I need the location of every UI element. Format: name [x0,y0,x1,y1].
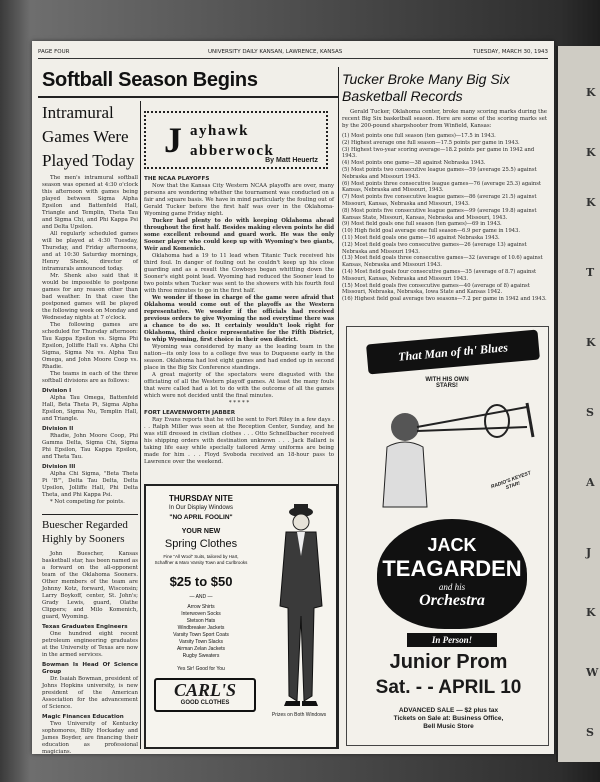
ad-radio-star: RADIO'S KEYEST STAR! [490,470,532,492]
ad-banner-text: That Man of th' Blues [397,340,509,364]
record-item: (11) Most field goals one game—16 against Nebraska 1943. [342,234,500,241]
column-logo-word2: abberwock [190,143,275,159]
paragraph: One hundred eight recent petroleum engineering graduates at the University of Texas are now in the armed services. [42,631,138,658]
division-teams: Alpha Tau Omega, Battenfeld Hall, Beta Theta Pi, Sigma Alpha Epsilon, Sigma Nu, Templin Hall, and Triangle. [42,395,138,422]
edge-letter: S [586,726,594,739]
paragraph: The men's intramural softball season was opened at 4:30 o'clock this afternoon with games being played between Sigma Alpha Epsilon and Battenfeld Hall, Triangle and Templin, Theta Tau and Sigma Chi, and Phi Kappa Psi and Delta Upsilon. [42,175,138,230]
masthead [38,47,548,59]
ad-line: "NO APRIL FOOLIN" [169,514,233,521]
ad-name2: TEAGARDEN [382,556,522,581]
ad-list-item: Windbreaker Jackets [177,625,225,631]
intramural-headline: Intramural Games Were Played Today [42,103,135,170]
ad-line: — AND — [189,594,213,600]
division-teams: Rhadie, John Moore Coop, Phi Gamma Delta, Sigma Chi, Sigma Phi Epsilon, Tau Kappa Epsilon, and Theta Tau. [42,433,138,460]
edge-letter: S [586,406,594,419]
record-item: (6) Most points three consecutive league games—76 (average 25.3) against Kansas, Nebraska and Missouri, 1943. [342,180,542,194]
ad-line: Fine "All Wool" Suits, tailored by Hart, Schaffner & Marx Varsity Town and Curlbrooks [154,554,248,565]
banner-headline: Softball Season Begins [42,69,258,91]
record-item: (8) Most points five consecutive league games—99 (average 19.8) against Kansas State, Missouri, Kansas, Nebraska and Missouri, 1943. [342,207,537,221]
ad-tagline: Yes Sir! Good for You [177,666,225,672]
paragraph: John Buescher, Kansas basketball star, has been named as a forward on the all-opponent team of the Oklahoma Sooners. Other members of the team are Johnny Kotz, forward, Wisconsin; Larry Boykoff, center, St. John's; Grady Lewis, guard, Olathe Clippers; and Milo Komenich, guard, Wyoming. [42,551,138,620]
paragraph: Tucker had plenty to do with keeping Oklahoma ahead throughout the first half. Besides making eleven points he did some excellent rebound and guard work. He was the only Sooner player who could keep up with Wyoming's two giants, Weir and Komenich. [144,218,334,252]
man-in-suit-illustration [264,496,334,711]
record-item: (7) Most points five consecutive league games—86 (average 21.5) against Missouri, Kansas, Nebraska and Missouri, 1943. [342,194,537,207]
ad-orchestra: Orchestra [419,592,485,609]
record-item: (4) Most points one game—38 against Nebraska 1943. [342,160,486,167]
tucker-intro [342,109,547,133]
newspaper-page [32,41,554,754]
edge-letter: K [586,86,596,99]
record-item: (13) Most field goals three consecutive games—32 (average of 10.6) against Kansas, Nebraska and Missouri 1943. [342,255,543,269]
ad-event: Junior Prom [389,651,508,673]
column-logo-box [144,111,328,169]
adjacent-page-edge [556,46,600,762]
ad-banner [366,330,540,375]
edge-letter: K [586,336,596,349]
ad-price: $25 to $50 [169,574,233,589]
edge-letter: K [586,196,596,209]
paragraph: Wyoming was considered by many as the leading team in the nation—its only loss to a college five was to Duquesne early in the season. Oklahoma had lost eight games and had ended up in second place in the Big Six Conference standings. [144,344,334,371]
carls-advertisement [144,484,338,749]
ad-list-item: Varsity Town Slacks [179,639,223,645]
ad-list-item: Rugby Sweaters [182,653,220,659]
byline: By Matt Heuertz [265,157,318,164]
record-item: (2) Highest average one full season—17.5 points per game in 1943. [342,139,520,146]
ad-list-item: Airman Zelan Jackets [176,646,226,652]
section-heading: THE NCAA PLAYOFFS [144,176,210,182]
footnote: * Not competing for points. [50,499,125,505]
division-heading: Division III [42,464,76,470]
tucker-headline-text: Tucker Broke Many Big Six Basketball Records [342,71,510,104]
page-number: PAGE FOUR [38,49,70,55]
buescher-article [42,551,138,755]
record-item: (3) Highest two-year scoring average—18.2 points per game in 1942 and 1943. [342,146,535,160]
paragraph: The following games are scheduled for Thursday afternoon: Tau Kappa Epsilon vs. Sigma Phi Epsilon, Jolliffe Hall vs. Alpha Chi Sigma, Sigma Nu vs. Alpha Tau Omega, and John Moore Coop vs. Rhadie. [42,322,138,370]
record-item: (1) Most points one full season (ten games)—17.5 in 1943. [342,133,496,139]
edge-letter: K [586,606,596,619]
paragraph: The teams in each of the three softball divisions are as follows: [42,371,138,384]
paragraph: We wonder if those in charge of the game were afraid that Oklahoma would come out of the playoffs as the Western representative. We wonder if the officials had received previous orders to give Wyoming the nod everytime there was a chance to do so. It certainly wouldn't look right for Oklahoma, third choice representative for the Fifth District, to whip Wyoming, first choice in their own district. [144,295,334,343]
ad-line: In Our Display Windows [168,505,234,511]
edge-letter: W [586,666,599,679]
ad-list-item: Interwoven Socks [181,611,221,617]
division-heading: Division I [42,388,72,394]
paper-name: UNIVERSITY DAILY KANSAN, LAWRENCE, KANSAS [208,49,343,55]
edge-letter: A [586,476,595,489]
record-item: (9) Most field goals one full season (ten games)—69 in 1943. [342,221,502,228]
ad-line: YOUR NEW [181,528,221,535]
record-item: (12) Most field goals two consecutive games—26 (average 13) against Nebraska and Missouri 1943. [342,241,527,255]
record-item: (10) High field goal average one full season—6.9 per game in 1943. [342,228,521,235]
ad-list-item: Stetson Hats [186,618,216,624]
column-logo-initial: J [164,120,182,160]
paragraph: Now that the Kansas City Western NCAA playoffs are over, many persons are wondering whether the tournament was conducted on a fair and square basis. We have in mind particularly the fouling out of Gerald Tucker before the first half was over in the Oklahoma-Wyoming game Friday night. [144,183,334,217]
paragraph: Ray Evans reports that he will be sent to Fort Riley in a few days . . . Ralph Miller was seen at the Reception Center, Sunday, and he was still dressed in civilian clothes . . . Otto Schnellbacher received his shipping orders with destination unknown . . . Jack Ballard is taking life easy while specially tailored Army uniforms are being made for him . . . Floyd Svoboda received an 18-hour pass to Lawrence over the weekend. [144,417,334,465]
ad-sale-line: Tickets on Sale at: Business Office, [393,715,504,722]
record-item: (14) Most field goals four consecutive games—35 (average of 8.7) against Missouri, Kansas, Nebraska and Missouri 1943. [342,268,537,282]
records-list [342,133,547,303]
logo-brand: CARL'S [173,680,237,700]
ad-list-item: Arrow Shirts [187,604,215,610]
trombone-player-illustration [377,397,537,507]
intramural-article [42,175,138,515]
brief-heading: Texas Graduates Engineers [42,624,128,630]
teagarden-advertisement [346,326,549,746]
ad-prizes: Prizes on Both Windows [271,712,327,718]
record-item: (5) Most points two consecutive league games—59 (average 25.5) against Nebraska and Missouri 1943. [342,166,537,180]
paragraph: Oklahoma had a 19 to 11 lead when Titanic Tuck received his third foul. In danger of fouling out he couldn't keep up his close guarding and as a result the Cowboys began whittling down the Sooner's eight point lead. Wyoming had reduced the Sooner lead to two points when Tucker was sent to the showers with his fourth foul with three minutes to go in the first half. [144,253,334,294]
jabberwock-column [144,173,334,479]
ad-name1: JACK [427,535,477,555]
tucker-headline [342,71,542,105]
ad-list-item: Varsity Town Sport Coats [173,632,229,638]
record-item: (16) Highest field goal average two seasons—7.2 per game in 1942 and 1943. [342,296,547,303]
column-divider [338,67,339,749]
carls-logo [154,678,256,712]
ad-date: Sat. - - APRIL 10 [375,677,522,698]
column-divider [140,101,141,749]
logo-sub: GOOD CLOTHES [180,700,230,706]
divider [38,96,338,98]
ad-line: THURSDAY NITE [168,494,233,503]
issue-date: TUESDAY, MARCH 30, 1943 [473,49,548,55]
ad-list [146,604,256,660]
section-heading: FORT LEAVENWORTH JABBER [144,410,236,416]
paragraph: Mr. Shenk also said that it would be impossible to postpone games for any reason other than bad weather. In that case the postponed games will be played the following week on Monday and Wednesday nights at 7 o'clock. [42,273,138,321]
edge-letter: T [586,266,595,279]
division-teams: Alpha Chi Sigma, "Beta Theta Pi 'B'", Delta Tau Delta, Delta Upsilon, Jolliffe Hall, Phi Delta Theta, and Phi Kappa Psi. [42,471,138,498]
edge-letter: J [586,546,592,559]
brief-heading: Bowman Is Head Of Science Group [42,662,138,675]
divider [42,514,138,515]
division-heading: Division II [42,426,74,432]
ad-in-person: In Person! [407,633,497,647]
paragraph: Dr. Isaiah Bowman, president of Johns Hopkins university, is new president of the American Association for the advancement of Science. [42,676,138,710]
buescher-headline: Buescher Regarded Highly by Sooners [42,519,128,545]
record-item: (15) Most field goals five consecutive games—40 (average of 8) against Missouri, Nebraska, Nebraska, Iowa State and Kansas 1942. [342,282,530,296]
ad-sale [347,707,550,731]
ad-with-stars: WITH HIS OWN STARS! [425,377,469,389]
paragraph: A great majority of the spectators were disgusted with the officiating of all the Western playoff games. At least the many fouls that were called had a lot to do with the outcome of all the games which were not decided until the final minutes. [144,372,334,399]
separator-stars: * * * * * [228,400,250,406]
brief-heading: Magic Finances Education [42,714,124,720]
ad-sale-line: ADVANCED SALE — $2 plus tax [398,707,499,714]
column-logo-word1: ayhawk [190,123,250,139]
ad-name-oval [377,519,527,629]
paragraph: Gerald Tucker, Oklahoma center, broke many scoring marks during the recent Big Six basketball season. Here are some of the scoring marks set by the 200-pound sharpshooter from Winfield, Kansas: [342,109,547,129]
paragraph: All regularly scheduled games will be played at 4:30 Tuesday, Thursday, and Friday afternoons, and at 10:30 Saturday mornings, Henry Shenk, director of intramurals announced today. [42,231,138,272]
ad-sale-line: Bell Music Store [423,723,474,730]
edge-letter: K [586,146,596,159]
paragraph: Two University of Kentucky sophomores, Billy Hockaday and James Boyder, are financing their education as professional magicians. [42,721,138,755]
ad-line: Spring Clothes [164,538,238,550]
ad-and-his: and his [438,582,466,592]
